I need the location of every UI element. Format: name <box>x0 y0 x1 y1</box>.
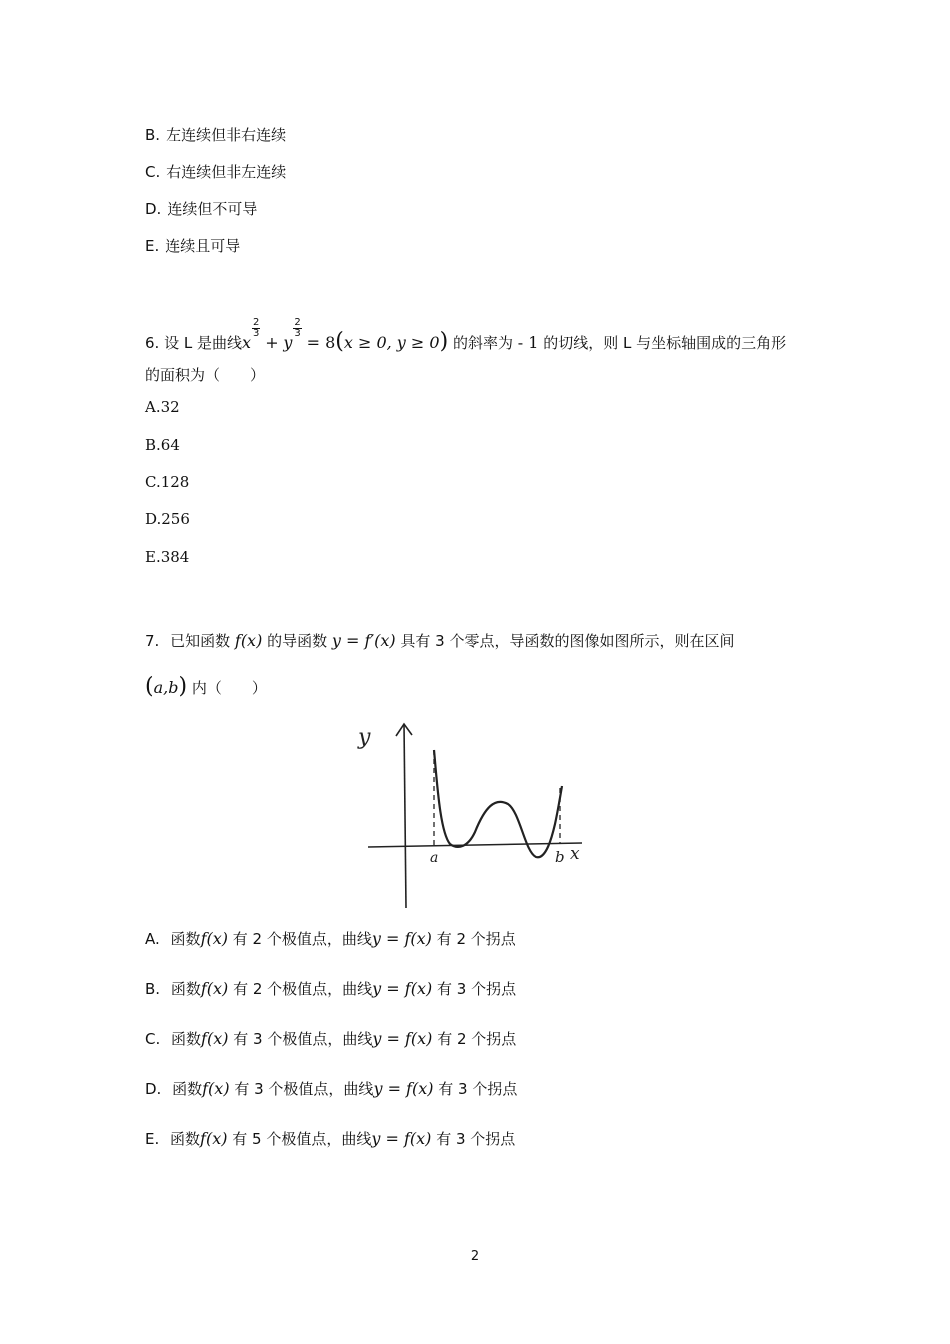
q6-intro: 设 L 是曲线 <box>164 334 242 352</box>
q6-mid: 的斜率为 <box>452 334 513 352</box>
q5-option-d <box>145 198 257 219</box>
page-number: 2 <box>470 1249 480 1264</box>
q6-rest: 的切线，则 L 与坐标轴围成的三角形 <box>543 334 787 352</box>
q6-option-b: B.64 <box>145 436 180 454</box>
math-y-eq: y = <box>331 631 365 650</box>
math-fx: f(x) <box>200 1129 228 1148</box>
math-fprime: f′(x) <box>364 631 396 650</box>
option-text: 右连续但非左连续 <box>166 163 287 181</box>
q7-part1: 已知函数 <box>170 632 231 650</box>
question-number: 6. <box>145 334 160 352</box>
q6-stem-line1 <box>145 318 786 354</box>
q7-option-c <box>145 1028 516 1049</box>
q7-option-e <box>145 1128 515 1149</box>
exponent-fraction: 2 3 <box>253 317 260 339</box>
option-mid: 有 2 个极值点，曲线 <box>232 930 372 948</box>
math-plus: + <box>265 333 279 352</box>
option-letter: B. <box>145 980 161 998</box>
math-fx: f(x) <box>200 929 228 948</box>
q6-option-c: C.128 <box>145 473 190 491</box>
option-letter: C. <box>145 163 161 181</box>
label-a: a <box>430 850 439 866</box>
math-eq: y = f(x) <box>373 1079 434 1098</box>
option-pre: 函数 <box>171 1030 202 1048</box>
option-post: 有 3 个拐点 <box>437 980 517 998</box>
q7-option-a <box>145 928 516 949</box>
option-pre: 函数 <box>172 1080 203 1098</box>
exponent-fraction: 2 3 <box>294 317 301 339</box>
math-eq: y = f(x) <box>372 1029 433 1048</box>
paren: ) <box>178 674 188 699</box>
q7-stem-line2 <box>145 674 267 699</box>
option-text: 左连续但非右连续 <box>166 126 287 144</box>
option-text: 连续且可导 <box>165 237 241 255</box>
option-letter: D. <box>145 1080 162 1098</box>
option-letter: E. <box>145 237 160 255</box>
paren: ( <box>145 674 154 699</box>
derivative-graph-figure <box>350 712 594 910</box>
option-mid: 有 2 个极值点，曲线 <box>233 980 373 998</box>
option-letter: D. <box>145 200 162 218</box>
math-slope: - 1 <box>517 333 539 352</box>
math-var-y: y <box>283 333 293 352</box>
q7-option-b <box>145 978 516 999</box>
q6-stem-line2: 的面积为（ ） <box>145 366 266 384</box>
math-var-x: x <box>242 333 252 352</box>
q5-option-c <box>145 161 286 182</box>
q5-option-e <box>145 235 240 256</box>
option-post: 有 3 个拐点 <box>436 1130 516 1148</box>
x-axis-label: x <box>570 844 580 864</box>
option-mid: 有 3 个极值点，曲线 <box>234 1080 374 1098</box>
y-axis <box>404 724 406 908</box>
q7-option-d <box>145 1078 517 1099</box>
option-post: 有 3 个拐点 <box>438 1080 518 1098</box>
q7-part2: 的导函数 <box>267 632 328 650</box>
q5-option-b <box>145 124 286 145</box>
math-fx: f(x) <box>234 631 263 650</box>
q7-stem-line1 <box>145 630 734 651</box>
question-number: 7. <box>145 632 160 650</box>
label-b: b <box>555 848 565 866</box>
math-fx: f(x) <box>201 1029 229 1048</box>
y-axis-label: y <box>358 725 371 750</box>
option-pre: 函数 <box>170 930 201 948</box>
q6-option-e: E.384 <box>145 548 190 566</box>
paren: ) <box>439 329 449 354</box>
q7-part4: 内（ ） <box>191 679 267 697</box>
derivative-curve <box>434 750 562 857</box>
math-eq: y = f(x) <box>372 979 433 998</box>
option-mid: 有 5 个极值点，曲线 <box>232 1130 372 1148</box>
math-eq: y = f(x) <box>371 929 432 948</box>
math-fx: f(x) <box>202 1079 230 1098</box>
math-condition: x ≥ 0, y ≥ 0 <box>343 333 440 352</box>
math-eq: y = f(x) <box>371 1129 432 1148</box>
math-fx: f(x) <box>200 979 229 998</box>
q6-option-d: D.256 <box>145 510 190 528</box>
math-equals: = 8 <box>306 333 336 352</box>
math-interval: a,b <box>153 678 179 697</box>
option-post: 有 2 个拐点 <box>436 930 516 948</box>
option-letter: B. <box>145 126 161 144</box>
option-letter: A. <box>145 930 160 948</box>
paren: ( <box>335 329 344 354</box>
option-pre: 函数 <box>170 980 201 998</box>
q7-part3: 具有 3 个零点，导函数的图像如图所示，则在区间 <box>400 632 735 650</box>
option-letter: C. <box>145 1030 161 1048</box>
option-post: 有 2 个拐点 <box>437 1030 517 1048</box>
option-mid: 有 3 个极值点，曲线 <box>233 1030 373 1048</box>
option-pre: 函数 <box>170 1130 201 1148</box>
option-text: 连续但不可导 <box>167 200 258 218</box>
option-letter: E. <box>145 1130 160 1148</box>
q6-option-a: A.32 <box>145 398 180 416</box>
